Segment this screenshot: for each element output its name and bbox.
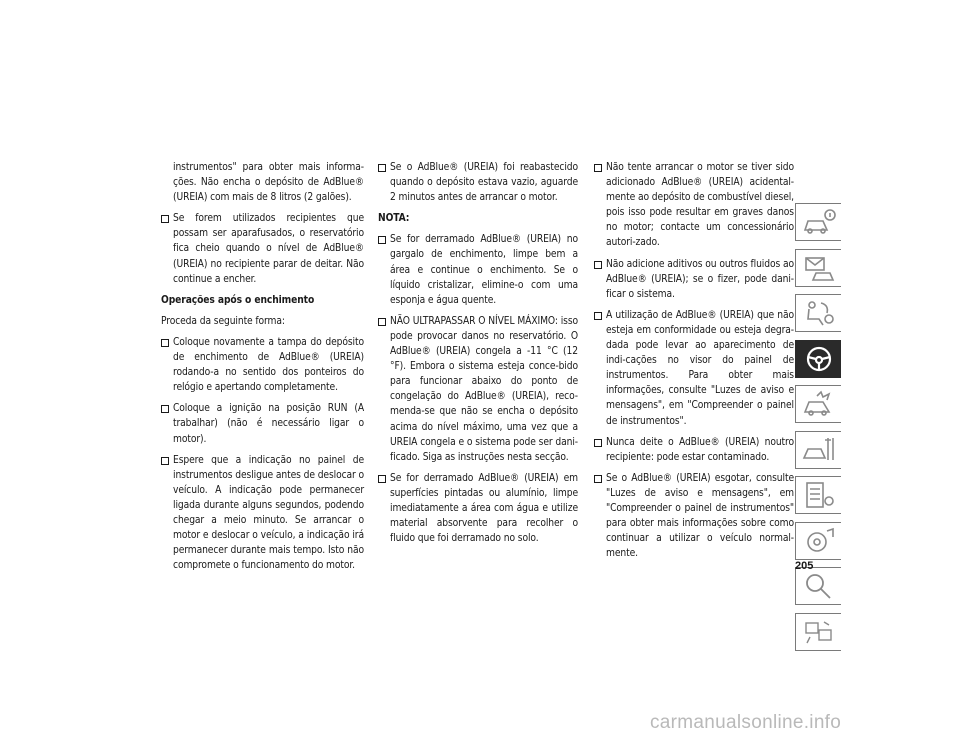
bullet-item: NÃO ULTRAPASSAR O NÍVEL MÁXIMO: isso pode provocar danos no reservatório. O AdBlue® (UREIA) congela a -11 °C (12 °F). Embora o sistema esteja conce-bido para funcionar abaixo do ponto de congelação do AdBlue® (UREIA), reco-menda-se que não se encha o depósito acima do nível máximo, uma vez que a UREIA congela e o sistema pode ser dani-ficado. Siga as instruções nesta secção. — [378, 314, 578, 465]
bullet-item: Se o AdBlue® (UREIA) esgotar, consulte "Luzes de aviso e mensagens", em "Compreender o painel de instrumentos" para obter mais informações sobre como continuar a utilizar o veículo normal-mente. — [594, 471, 794, 562]
multimedia-icon — [799, 525, 839, 557]
square-bullet-icon — [378, 318, 386, 326]
text-column-2 — [378, 160, 578, 552]
tab-index[interactable] — [795, 567, 841, 605]
square-bullet-icon — [378, 236, 386, 244]
tab-getting-to-know[interactable] — [795, 203, 841, 241]
bullet-item: Se for derramado AdBlue® (UREIA) no gargalo de enchimento, limpe bem a área e continue o enchimento. Se o líquido cristalizar, elimine-o com uma esponja e água quente. — [378, 232, 578, 307]
continued-paragraph: instrumentos" para obter mais informa-ções. Não encha o depósito de AdBlue® (UREIA) com mais de 8 litros (2 galões). — [173, 162, 364, 204]
bullet-item: Se o AdBlue® (UREIA) foi reabastecido quando o depósito estava vazio, aguarde 2 minutos antes de arrancar o motor. — [378, 160, 578, 205]
tab-starting-and-operating[interactable] — [795, 340, 841, 378]
tab-servicing[interactable] — [795, 431, 841, 469]
text-column-3 — [594, 160, 794, 567]
bullet-item: Nunca deite o AdBlue® (UREIA) noutro recipiente: pode estar contaminado. — [594, 435, 794, 465]
square-bullet-icon — [161, 339, 169, 347]
square-bullet-icon — [161, 405, 169, 413]
car-mail-icon — [799, 252, 839, 284]
tab-safety[interactable] — [795, 294, 841, 332]
bullet-item: Se forem utilizados recipientes que possam ser aparafusados, o reservatório fica cheio quando o nível de AdBlue® (UREIA) no recipiente parar de deitar. Não continue a encher. — [161, 211, 364, 286]
tab-multimedia[interactable] — [795, 522, 841, 560]
square-bullet-icon — [161, 215, 169, 223]
square-bullet-icon — [161, 457, 169, 465]
square-bullet-icon — [594, 164, 602, 172]
chapter-tabs — [795, 203, 841, 658]
airbag-seat-icon — [799, 297, 839, 329]
car-tools-icon — [799, 434, 839, 466]
square-bullet-icon — [378, 164, 386, 172]
square-bullet-icon — [594, 475, 602, 483]
car-crash-icon — [799, 388, 839, 420]
tab-in-case-of-emergency[interactable] — [795, 385, 841, 423]
intro-paragraph: Proceda da seguinte forma: — [161, 315, 285, 327]
car-info-icon — [799, 206, 839, 238]
site-watermark: carmanualsonline.info — [650, 712, 842, 733]
page-number: 205 — [795, 560, 814, 572]
bullet-item: Espere que a indicação no painel de instrumentos desligue antes de deslocar o veículo. A indicação pode permanecer ligada durante alguns segundos, podendo chegar a meio minuto. Se arrancar o motor e deslocar o veículo, a indicação irá permanecer durante mais tempo. Isto não compromete o funcionamento do motor. — [161, 453, 364, 574]
bullet-item: Não tente arrancar o motor se tiver sido adicionado AdBlue® (UREIA) acidental-mente ao depósito de combustível diesel, pois isso pode resultar em graves danos no motor; contacte um concessionário autori-zado. — [594, 160, 794, 251]
square-bullet-icon — [594, 439, 602, 447]
text-column-1 — [161, 160, 364, 579]
tab-languages[interactable] — [795, 613, 841, 651]
section-heading: Operações após o enchimento — [161, 294, 315, 306]
search-magnifier-icon — [799, 570, 839, 602]
square-bullet-icon — [594, 312, 602, 320]
language-index-icon — [799, 616, 839, 648]
bullet-item: Se for derramado AdBlue® (UREIA) em superfícies pintadas ou alumínio, limpe imediatamente a área com água e utilize material absorvente para recolher o fluido que foi derramado no solo. — [378, 471, 578, 546]
square-bullet-icon — [594, 261, 602, 269]
bullet-item: A utilização de AdBlue® (UREIA) que não esteja em conformidade ou esteja degra-dada pode levar ao aparecimento de indi-cações no visor do painel de instrumentos. Para obter mais informações, consulte "Luzes de aviso e mensagens", em "Compreender o painel de instrumentos". — [594, 308, 794, 429]
square-bullet-icon — [378, 475, 386, 483]
bullet-item: Coloque novamente a tampa do depósito de enchimento de AdBlue® (UREIA) rodando-a no sentido dos ponteiros do relógio e apertando completamente. — [161, 335, 364, 395]
maintenance-list-icon — [799, 479, 839, 511]
steering-wheel-icon — [799, 343, 839, 375]
tab-getting-started[interactable] — [795, 249, 841, 287]
note-heading: NOTA: — [378, 213, 410, 225]
bullet-item: Coloque a ignição na posição RUN (A trabalhar) (não é necessário ligar o motor). — [161, 401, 364, 446]
tab-technical-specifications[interactable] — [795, 476, 841, 514]
bullet-item: Não adicione aditivos ou outros fluidos ao AdBlue® (UREIA); se o fizer, pode dani-ficar o sistema. — [594, 257, 794, 302]
